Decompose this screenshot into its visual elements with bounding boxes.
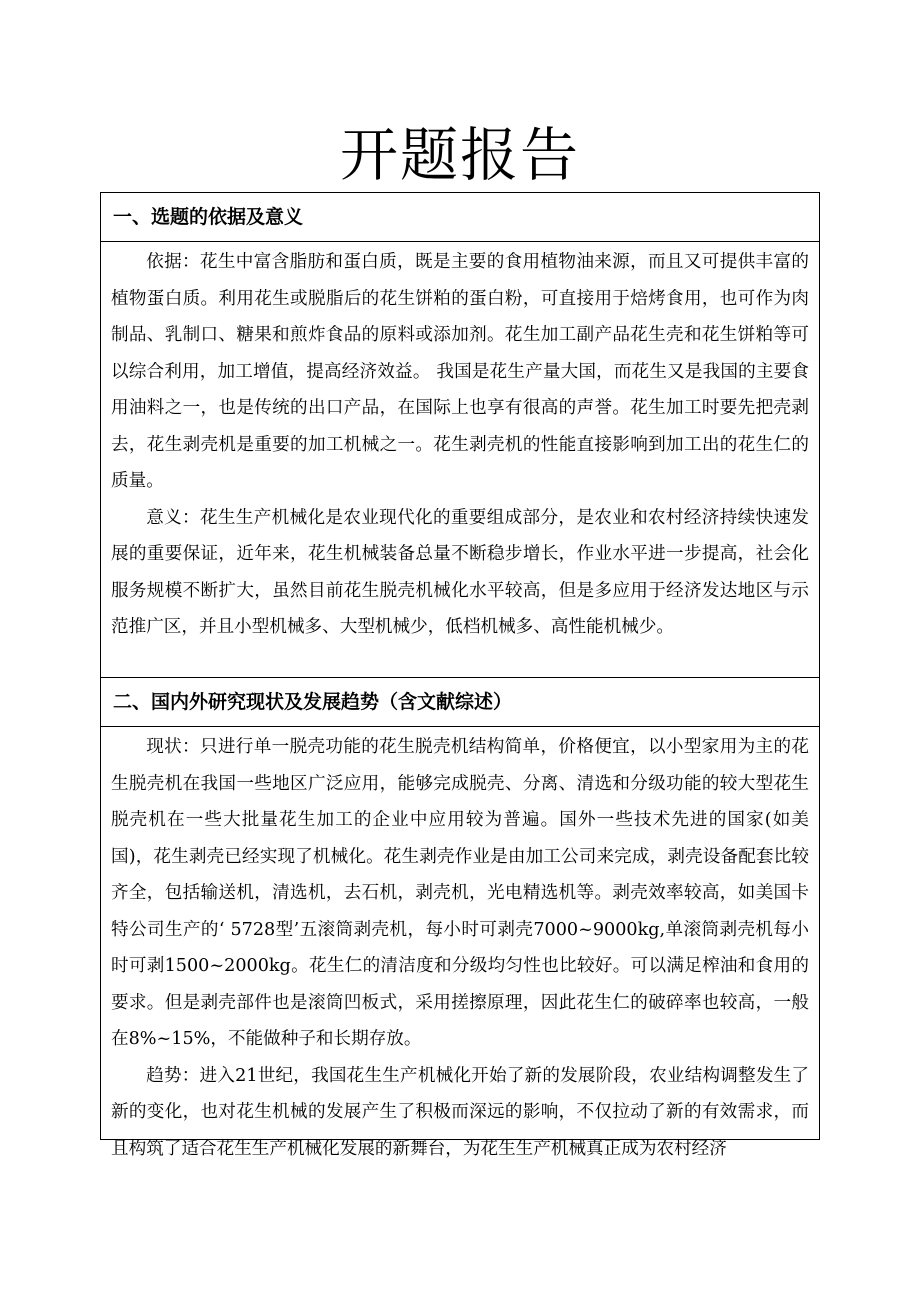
report-table xyxy=(100,192,820,1159)
document-title: 开题报告 xyxy=(339,121,580,189)
paragraph-status: 现状：只进行单一脱壳功能的花生脱壳机结构简单，价格便宜，以小型家用为主的花生脱壳机在我国一些地区广泛应用，能够完成脱壳、分离、清选和分级功能的较大型花生脱壳机在一些大批量花生加工的企业中应用较为普遍。国外一些技术先进的国家(如美国)，花生剥壳已经实现了机械化。花生剥壳作业是由加工公司来完成，剥壳设备配套比较齐全，包括输送机，清选机，去石机，剥壳机，光电精选机等。剥壳效率较高，如美国卡特公司生产的‘ 5728型’五滚筒剥壳机，每小时可剥壳7000~9000kg,单滚筒剥壳机每小时可剥1500~2000kg。花生仁的清洁度和分级均匀性也比较好。可以满足榨油和食用的要求。但是剥壳部件也是滚筒凹板式，采用搓擦原理，因此花生仁的破碎率也较高，一般在8%~15%，不能做种子和长期存放。 xyxy=(111,737,809,1049)
paragraph-significance: 意义：花生生产机械化是农业现代化的重要组成部分，是农业和农村经济持续快速发展的重要保证，近年来，花生机械装备总量不断稳步增长，作业水平进一步提高，社会化服务规模不断扩大，虽然目前花生脱壳机械化水平较高，但是多应用于经济发达地区与示范推广区，并且小型机械多、大型机械少，低档机械多、高性能机械少。 xyxy=(111,507,809,637)
section-heading-basis: 一、选题的依据及意义 xyxy=(101,193,819,242)
paragraph-basis: 依据：花生中富含脂肪和蛋白质，既是主要的食用植物油来源，而且又可提供丰富的植物蛋白质。利用花生或脱脂后的花生饼粕的蛋白粉，可直接用于焙烤食用，也可作为肉制品、乳制口、糖果和煎炸食品的原料或添加剂。花生加工副产品花生壳和花生饼粕等可以综合利用，加工增值，提高经济效益。 我国是花生产量大国，而花生又是我国的主要食用油料之一，也是传统的出口产品，在国际上也享有很高的声誉。花生加工时要先把壳剥去，花生剥壳机是重要的加工机械之一。花生剥壳机的性能直接影响到加工出的花生仁的质量。 xyxy=(111,252,809,491)
section-body-research-status xyxy=(101,727,819,1159)
paragraph-trend: 趋势：进入21世纪，我国花生生产机械化开始了新的发展阶段，农业结构调整发生了新的变化，也对花生机械的发展产生了积极而深远的影响，不仅拉动了新的有效需求，而且构筑了适合花生生产机械化发展的新舞台，为花生生产机械真正成为农村经济 xyxy=(111,1065,809,1159)
section-heading-research-status: 二、国内外研究现状及发展趋势（含文献综述） xyxy=(101,678,819,727)
section-body-basis xyxy=(101,242,819,678)
